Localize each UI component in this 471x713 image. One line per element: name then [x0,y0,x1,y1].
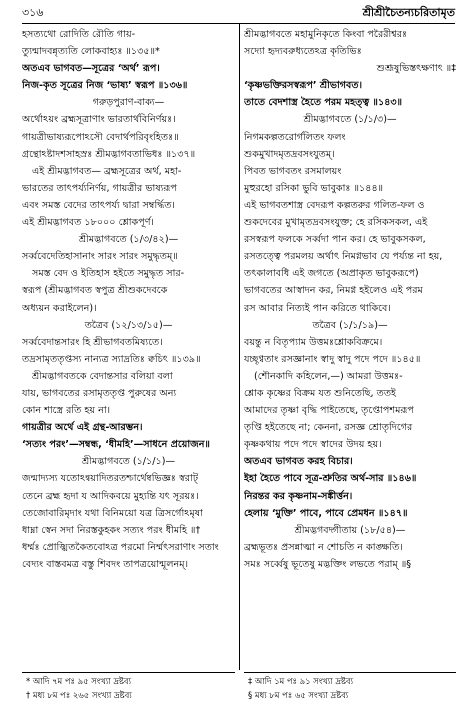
verse-line: বয়ন্তু ন বিতৃপ্যাম উত্তমঃশ্লোকবিক্রমে। [244,336,383,348]
verse-line: তেনে ব্রহ্ম হৃদা য আদিকবয়ে মুহ্যন্তি যৎ সূরয়ঃ। [22,490,199,502]
verse-line: নিগমকল্পতরোর্গলিতং ফলং [244,131,346,143]
translation-line: আমাদের তৃষ্ণা বৃদ্ধি পাইতেছে, তৃপ্তোপশমরূপ [244,405,414,417]
translation-line: শ্রীমদ্ভাগবতকে বেদান্তসার বলিয়া বলা [32,370,173,382]
verse-line: ব্রহ্মভূতঃ প্রসন্নাত্মা ন শোচতি ন কাঙ্ক্ষতি। [244,541,403,553]
verse-line: হসত্যথো রোদিতি রৌতি গায়- [22,29,136,40]
book-title: শ্রীশ্রীচৈতন্যচরিতামৃত [362,6,455,19]
citation-heading: শ্রীমদ্ভাগবতে (১/৩/৪২)— [78,234,179,246]
translation-line: এই শ্রীমদ্ভাগবত— ব্রহ্মসূত্রের অর্থ, মহা- [32,165,182,177]
verse-line: শুশ্রূষুভিস্তৎক্ষণাৎ ॥‡ [376,63,456,75]
verse-line: অতএব ভাগবত—সূত্রের ‘অর্থ’ রূপ। [22,63,160,75]
verse-line: ধাম্না স্বেন সদা নিরস্তকুহকং সত্যং পরং ধীমহি ॥† [22,524,201,536]
translation-line: ভাগবতের আস্বাদন কর, নিমগ্ন হইলেও এই পরম [244,285,423,297]
verse-line: অর্থোঽয়ং ব্রহ্মসূত্রাণাং ভারতার্থবিনির্ণয়ঃ। [22,114,176,126]
verse-line: ত্যুন্মাদবন্নৃত্যতি লোকবাহ্যঃ ॥১৩৫॥* [22,46,160,58]
verse-line: ধর্ম্মঃ প্রোজ্ঝিতকৈতবোঽত্র পরমো নির্ম্মৎসরাণাং সতাং [22,541,219,553]
footnote-rule-left [22,672,235,673]
verse-line: ‘সত্যং পরং’—সম্বন্ধ, ‘ধীমহি’—সাধনে প্রয়োজন॥ [22,439,210,451]
verse-line: সমঃ সর্ব্বেষু ভূতেষু মদ্ভক্তিং লভতে পরাম্‌ ॥§ [244,558,412,570]
verse-line: তদ্রসামৃততৃপ্তস্য নান্যত্র স্যাদ্রতিঃ ক্বচিৎ ॥১৩৯॥ [22,353,201,365]
verse-line: জন্মাদ্যস্য যতোঽন্বয়াদিতরতশ্চার্থেষ্বভিজ্ঞঃ স্বরাট্‌ [22,473,199,485]
verse-line: ‘কৃষ্ণভক্তিরসস্বরূপ’ শ্রীভাগবত। [244,80,363,92]
citation-heading: গরুড়পুরাণ-বাক্য— [92,97,165,109]
verse-line: সদ্যো হৃদ্যবরুধ্যতেঽত্র কৃতিভিঃ [244,46,362,58]
verse-line: নিরন্তর কর কৃষ্ণনাম-সঙ্কীর্ত্তন। [244,490,353,502]
verse-line: পিবত ভাগবতং রসমালয়ং [244,165,342,177]
footnote: ‡ আদি ১ম পঃ ৯১ সংখ্যা দ্রষ্টব্য [248,676,353,686]
footnote: § মধ্য ৮ম পঃ ৬৫ সংখ্যা দ্রষ্টব্য [248,690,349,700]
verse-line: ইহা হৈতে পাবে সূত্র-শ্রুতির অর্থ-সার ॥১৪৬॥ [244,473,417,485]
translation-line: সমস্ত বেদ ও ইতিহাস হইতে সমুদ্ধৃত সার- [32,268,185,280]
verse-line: মুহুরহো রসিকা ভুবি ভাবুকাঃ ॥১৪৪॥ [244,182,384,194]
verse-line: তেজোবারিমৃদাং যথা বিনিময়ো যত্র ত্রিসর্গোঽমৃষা [22,507,203,519]
translation-line: রস আবার নিত্যই পান করিতে থাকিবে। [244,302,391,314]
translation-line: রসতত্ত্বে পরমলয় অর্থাৎ নিমগ্নভাব যে পর্য্যন্ত না হয়, [244,251,443,263]
citation-heading: শ্রীমদ্ভাগবতে (১/১/১)— [81,456,176,468]
translation-line: যায়, ভাগবতের রসামৃততৃপ্ত পুরুষের অন্য [22,387,177,399]
translation-line: কোন শাস্ত্রে রতি হয় না। [22,405,111,417]
verse-line: সর্ব্ববেদেতিহাসানাং সারং সারং সমুদ্ধৃতম্‌॥ [22,251,178,263]
verse-line: গায়ত্রীভাষ্যরূপোঽসৌ বেদার্থপরিবৃংহিতঃ॥ [22,131,179,143]
verse-line: অতএব ভাগবত করহ বিচার। [244,456,353,468]
footnote-rule-right [244,672,456,673]
translation-line: এবং সমস্ত বেদের তাৎপর্য্য দ্বারা সম্বর্দ্ধিত। [22,199,175,211]
citation-heading: শ্রীমদ্ভগবদ্গীতায় (১৮/৫৪)— [294,524,406,536]
translation-line: শুকদেবের মুখামৃতদ্রবসংযুক্ত; হে রসিকসকল, এই [244,217,428,229]
translation-line: শ্লোক কৃষ্ণের বিক্রম যত শুনিতেছি, ততই [244,387,397,399]
verse-line: বেদ্যং বাস্তবমত্র বস্তু শিবদং তাপত্রয়োন্মূলনম্‌। [22,558,189,570]
verse-line: গ্রন্থোঽষ্টাদশসাহস্রঃ শ্রীমদ্ভাগবতাভিধঃ ॥১৩৭॥ [22,148,196,160]
column-divider [239,24,240,670]
footnotes-left [26,674,235,702]
translation-line: কৃষ্ণকথায় পদে পদে স্বাদের উদয় হয়। [244,439,382,451]
verse-line: শুকমুখাদমৃতদ্রবসংযুতম্‌। [244,148,335,160]
citation-heading: তত্রৈব (১/১/১৯)— [312,319,388,331]
verse-line: তাতে বেদশাস্ত্র হৈতে পরম মহত্ত্ব ॥১৪৩॥ [244,97,403,109]
verse-line: গায়ত্রীর অর্থে এই গ্রন্থ-আরম্ভন। [22,422,143,434]
page-number: ৩১৬ [22,6,44,19]
left-column [22,26,235,573]
translation-line: তৃপ্তি হইতেছে না; কেননা, রসজ্ঞ শ্রোতৃদিগের [244,422,413,434]
translation-line: অধ্যয়ন করাইলেন)। [22,302,97,314]
translation-line: (শৌনকাদি কহিলেন,—) আমরা উত্তমঃ- [254,370,403,382]
translation-line: স্বরূপ (শ্রীমদ্ভাগবত স্বপুত্র শ্রীশুকদেবকে [22,285,168,297]
verse-line: সর্ব্ববেদান্তসারং হি শ্রীভাগবতমিষ্যতে। [22,336,163,348]
verse-line: শ্রীমদ্ভাগবতে মহামুনিকৃতে কিংবা পরৈরীশ্বরঃ [244,29,408,40]
citation-heading: তত্রৈব (১২/১৩/১৫)— [84,319,173,331]
translation-line: এই শ্রীমদ্ভাগবত ১৮০০০ শ্লোকপূর্ণ। [22,217,154,229]
citation-heading: শ্রীমদ্ভাগবতে (১/১/৩)— [303,114,397,126]
verse-line: হেলায় ‘মুক্তি’ পাবে, পাবে প্রেমধন ॥১৪৭॥ [244,507,408,519]
verse-line: যচ্ছৃণ্বতাং রসজ্ঞানাং স্বাদু স্বাদু পদে পদে ॥১৪৫॥ [244,353,421,365]
translation-line: ভারতের তাৎপর্য্যনির্ণয়, গায়ত্রীর ভাষ্যরূপ [22,182,177,194]
translation-line: রসস্বরূপ ফলকে সর্ব্বদা পান কর। হে ভাবুকসকল, [244,234,426,246]
translation-line: তৎকালাবধি এই জগতে (অপ্রাকৃত ভাবুকরূপে) [244,268,419,280]
translation-line: এই ভাগবতশাস্ত্র বেদরূপ কল্পতরুর গলিত-ফল ও [244,199,425,211]
footnotes-right [248,674,456,702]
footnote: † মধ্য ৮ম পঃ ২৬৫ সংখ্যা দ্রষ্টব্য [26,690,132,700]
running-header [22,4,455,22]
verse-line: নিজ-কৃত সূত্রের নিজ ‘ভাষ্য’ স্বরূপ ॥১৩৬॥ [22,80,188,92]
footnote: * আদি ৭ম পঃ ৯৫ সংখ্যা দ্রষ্টব্য [26,676,132,686]
right-column [244,26,456,573]
